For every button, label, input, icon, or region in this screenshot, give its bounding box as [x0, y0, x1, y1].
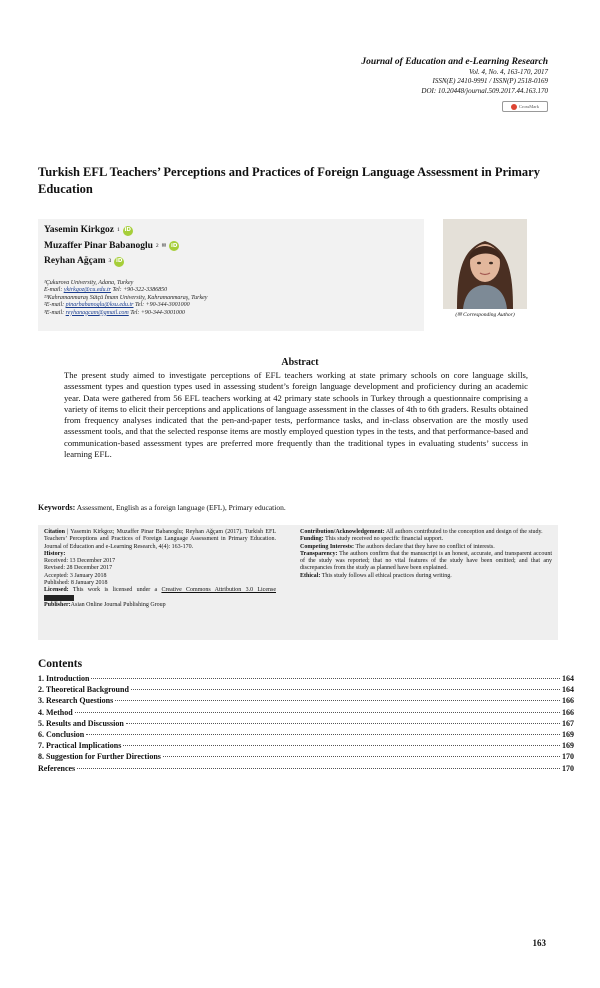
accepted-date: Accepted: 3 January 2018: [44, 572, 107, 579]
paper-title: Turkish EFL Teachers’ Perceptions and Practices of Foreign Language Assessment in Primary Education: [38, 165, 540, 196]
toc-leader: [131, 689, 560, 690]
affiliation-1: ¹Çukurova University, Adana, Turkey: [44, 280, 134, 286]
history: [44, 551, 276, 587]
toc-item[interactable]: [38, 684, 574, 695]
toc-item[interactable]: [38, 673, 574, 684]
journal-volume: Vol. 4, No. 4, 163-170, 2017: [469, 67, 548, 76]
publisher-text: Asian Online Journal Publishing Group: [70, 602, 166, 609]
toc-page: 170: [562, 752, 574, 762]
history-label: History:: [44, 550, 66, 557]
toc-leader: [126, 723, 560, 724]
toc-label: 5. Results and Discussion: [38, 718, 124, 728]
publisher: [44, 602, 276, 609]
funding: [300, 536, 552, 543]
email-label: E-mail:: [44, 287, 64, 294]
phone: Tel: +90-322-3386850: [111, 287, 168, 294]
toc-page: 169: [562, 741, 574, 751]
toc-item[interactable]: [38, 763, 574, 774]
toc-item[interactable]: [38, 695, 574, 706]
revised-date: Revised: 28 December 2017: [44, 565, 113, 572]
journal-issn: ISSN(E) 2410-9991 / ISSN(P) 2518-0169: [432, 77, 548, 85]
author-2: [44, 239, 179, 255]
journal-title: Journal of Education and e-Learning Research: [361, 57, 548, 67]
page-number: 163: [532, 938, 546, 948]
license: [44, 587, 276, 602]
license-label: Licensed:: [44, 587, 69, 594]
publisher-label: Publisher:: [44, 602, 71, 609]
author-sup: 1: [116, 227, 120, 233]
abstract-heading: Abstract: [281, 357, 319, 368]
email-link[interactable]: pinarbabanoglu@ksu.edu.tr: [65, 302, 134, 309]
citation-label: Citation: [44, 529, 65, 535]
article-info-left: [44, 529, 276, 610]
crossmark-label: CrossMark: [519, 104, 539, 109]
ethical-text: This study follows all ethical practices during writing.: [320, 572, 452, 579]
affiliations: [44, 280, 422, 317]
ethical: [300, 573, 552, 580]
author-1: [44, 223, 179, 239]
toc-leader: [163, 756, 560, 757]
toc-label: 2. Theoretical Background: [38, 685, 129, 695]
toc-leader: [75, 712, 560, 713]
toc-label: References: [38, 763, 76, 773]
author-name: Yasemin Kirkgoz: [44, 225, 114, 235]
published-date: Published: 8 January 2018: [44, 580, 108, 587]
toc-page: 164: [562, 674, 574, 683]
contents-heading: Contents: [38, 658, 83, 670]
crossmark-badge[interactable]: [502, 101, 548, 112]
toc-label: 4. Method: [38, 707, 73, 717]
journal-header: [361, 58, 548, 96]
contact-2: [44, 302, 422, 309]
phone: Tel: +90-344-3001000: [128, 309, 185, 316]
author-sup: 3: [108, 258, 112, 264]
toc-item[interactable]: [38, 751, 574, 762]
toc-page: 164: [562, 685, 574, 695]
journal-doi[interactable]: DOI: 10.20448/journal.509.2017.44.163.170: [421, 86, 548, 95]
toc-page: 170: [562, 763, 574, 773]
email-label: ³E-mail:: [44, 309, 66, 316]
author-name: Muzaffer Pinar Babanoglu: [44, 240, 153, 251]
author-photo: [443, 219, 527, 309]
transparency-text: The authors confirm that the manuscript is an honest, accurate, and transparent account of the study was reported; that no vital features of the study have been omitted; and that any discrepancies from the study as planned have been explained.: [300, 550, 552, 572]
crossmark-icon: [511, 104, 517, 110]
keywords: [38, 503, 558, 512]
email-label: ²E-mail:: [44, 302, 66, 309]
author-name: Reyhan Ağçam: [44, 256, 106, 266]
toc-page: 166: [562, 696, 574, 706]
funding-label: Funding:: [300, 536, 324, 543]
orcid-icon[interactable]: iD: [169, 241, 179, 251]
received-date: Received: 13 December 2017: [44, 558, 116, 565]
email-link[interactable]: reyhanagcam@gmail.com: [65, 309, 129, 316]
photo-caption: (✉ Corresponding Author): [455, 312, 515, 318]
toc-label: 6. Conclusion: [38, 730, 85, 740]
toc-leader: [123, 745, 560, 746]
author-sup: 2: [155, 242, 159, 249]
ethical-label: Ethical:: [300, 572, 321, 579]
toc-label: 1. Introduction: [38, 674, 90, 683]
toc-label: 8. Suggestion for Further Directions: [38, 752, 161, 762]
cc-badge-icon[interactable]: [44, 595, 74, 601]
license-link[interactable]: Creative Commons Attribution 3.0 License: [161, 587, 276, 594]
toc-leader: [86, 734, 560, 735]
contribution-label: Contribution/Acknowledgement:: [300, 529, 385, 535]
portrait-image: [443, 219, 527, 309]
citation-text: | Yasemin Kirkgoz; Muzaffer Pinar Babanoglu; Reyhan Ağçam (2017). Turkish EFL Teachers’ Perceptions and Practices of Foreign Language Assessment in Primary Education. Journal of Education and e-Learning Research, 4(4): 163-170.: [44, 529, 276, 550]
citation: [44, 529, 276, 551]
competing-label: Competing Interests:: [300, 543, 355, 550]
toc-label: 7. Practical Implications: [38, 741, 122, 751]
affiliation-23: ²³Kahramanmaraş Sütçü İmam University, Kahramanmaraş, Turkey: [44, 294, 208, 301]
competing-text: The authors declare that they have no conflict of interests.: [354, 543, 495, 550]
orcid-icon[interactable]: iD: [123, 226, 133, 236]
keywords-text: Assessment, English as a foreign language (EFL), Primary education.: [75, 503, 286, 512]
table-of-contents: [38, 673, 574, 774]
funding-text: This study received no specific financial support.: [323, 536, 444, 543]
author-3: [44, 254, 179, 270]
article-info-right: [300, 529, 552, 580]
toc-leader: [77, 768, 560, 769]
mail-icon: ✉: [161, 242, 167, 249]
toc-item[interactable]: [38, 707, 574, 718]
license-text: This work is licensed under a: [68, 587, 162, 594]
toc-page: 166: [562, 707, 574, 717]
toc-leader: [91, 678, 560, 679]
email-link[interactable]: ykirkgoz@cu.edu.tr: [63, 287, 112, 294]
phone: Tel: +90-344-3001000: [133, 302, 190, 309]
transparency: [300, 551, 552, 573]
competing-interests: [300, 544, 552, 551]
toc-item[interactable]: [38, 740, 574, 751]
toc-item[interactable]: [38, 718, 574, 729]
abstract-text: The present study aimed to investigate perceptions of EFL teachers working at state primary schools on core language skills, assessment types and question types used in assessing student’s foreign language development and proficiency during an academic year. Data were gathered from 56 EFL teachers working at 42 primary state schools in Turkey through a questionnaire comprising a variety of items to elicit their perceptions and applications of language assessment in the classes of 4th to 6th graders. Results obtained from frequency analyses indicated that the pen-and-paper tests, performance tasks, and in-class observation are the mostly used assessment tools, and that the selected response items are mostly employed question types in the tests, and that performance-based and communication-based assessment types are preferred more frequently than the traditional types in evaluating students’ success in learning EFL.: [64, 370, 528, 460]
toc-leader: [115, 700, 560, 701]
orcid-icon[interactable]: iD: [114, 257, 124, 267]
toc-page: 169: [562, 730, 574, 740]
author-list: [44, 223, 179, 270]
contribution-text: All authors contributed to the conception and design of the study.: [384, 529, 543, 535]
toc-page: 167: [562, 718, 574, 728]
contact-3: [44, 310, 422, 317]
contact-1: [44, 287, 422, 294]
transparency-label: Transparency:: [300, 550, 338, 557]
toc-item[interactable]: [38, 729, 574, 740]
keywords-label: Keywords:: [38, 503, 76, 512]
toc-label: 3. Research Questions: [38, 696, 114, 706]
